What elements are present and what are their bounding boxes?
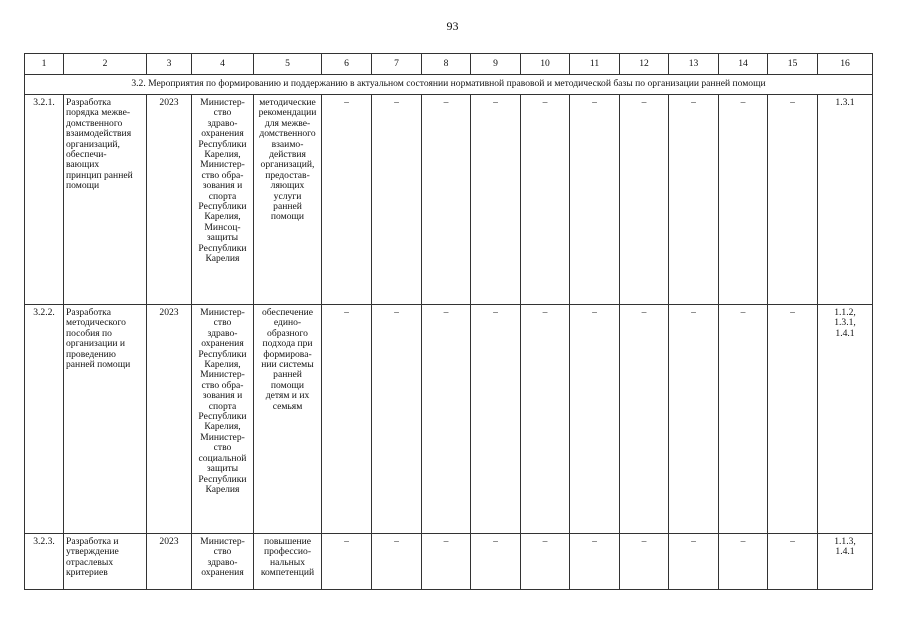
row-number: 3.2.1. (25, 95, 64, 305)
value-cell: – (719, 534, 768, 590)
row-number: 3.2.3. (25, 534, 64, 590)
section-title: 3.2. Мероприятия по формированию и поддержанию в актуальном состоянии нормативной правовой и методической базы по организации ранней помощи (25, 75, 873, 95)
header-cell: 12 (620, 54, 669, 75)
header-cell: 6 (322, 54, 372, 75)
value-cell: – (719, 305, 768, 534)
header-cell: 4 (192, 54, 254, 75)
table-row (25, 534, 873, 590)
row-year: 2023 (147, 305, 192, 534)
value-cell: – (322, 95, 372, 305)
table-row (25, 305, 873, 534)
value-cell: – (620, 305, 669, 534)
executor: Министер- ство здраво- охранения (200, 536, 245, 579)
measure-name: Разработка методического пособия по организации и проведению ранней помощи (66, 307, 131, 371)
value-cell: – (669, 95, 719, 305)
value-cell: – (570, 305, 620, 534)
header-cell: 8 (422, 54, 471, 75)
measure-name: Разработка и утверждение отраслевых критериев (66, 536, 119, 579)
expected-result: обеспечение едино- образного подхода при формирова- нии системы ранней помощи детям и их семьям (261, 307, 314, 412)
value-cell: – (422, 95, 471, 305)
value-cell: – (669, 534, 719, 590)
value-cell: – (471, 95, 521, 305)
expected-result: методические рекомендации для межве- домственного взаимо- действия организаций, предостав- ляющих услуги ранней помощи (258, 97, 317, 223)
header-cell: 15 (768, 54, 818, 75)
value-cell: – (570, 95, 620, 305)
page-number: 93 (446, 19, 459, 33)
header-cell: 9 (471, 54, 521, 75)
header-cell: 5 (254, 54, 322, 75)
table-row (25, 95, 873, 305)
value-cell: – (768, 534, 818, 590)
value-cell: – (471, 534, 521, 590)
header-cell: 3 (147, 54, 192, 75)
row-number: 3.2.2. (25, 305, 64, 534)
executor: Министер- ство здраво- охранения Республики Карелия, Министер- ство обра- зования и спорта Республики Карелия, Минсоц- защиты Республики Карелия (198, 97, 247, 265)
value-cell: – (372, 534, 422, 590)
header-row (25, 54, 873, 75)
value-cell: – (768, 305, 818, 534)
measures-table (24, 53, 873, 590)
measure-name: Разработка порядка межве- домственного взаимодействия организаций, обеспечи- вающих принцип ранней помощи (66, 97, 133, 192)
value-cell: – (620, 534, 669, 590)
value-cell: – (719, 95, 768, 305)
value-cell: – (372, 95, 422, 305)
value-cell: – (372, 305, 422, 534)
value-cell: – (471, 305, 521, 534)
value-cell: – (521, 305, 570, 534)
value-cell: – (521, 534, 570, 590)
header-cell: 13 (669, 54, 719, 75)
section-row (25, 75, 873, 95)
value-cell: – (620, 95, 669, 305)
header-cell: 7 (372, 54, 422, 75)
value-cell: – (669, 305, 719, 534)
value-cell: – (322, 534, 372, 590)
value-cell: – (422, 305, 471, 534)
row-year: 2023 (147, 95, 192, 305)
value-cell: – (570, 534, 620, 590)
executor: Министер- ство здраво- охранения Республики Карелия, Министер- ство обра- зования и спорта Республики Карелия, Министер- ство социальной защиты Республики Карелия (198, 307, 247, 495)
expected-result: повышение профессио- нальных компетенций (260, 536, 315, 579)
value-cell: – (768, 95, 818, 305)
header-cell: 1 (25, 54, 64, 75)
header-cell: 14 (719, 54, 768, 75)
indicators: 1.1.3, 1.4.1 (834, 536, 856, 558)
row-year: 2023 (147, 534, 192, 590)
indicators: 1.1.2, 1.3.1, 1.4.1 (834, 307, 856, 339)
value-cell: – (422, 534, 471, 590)
header-cell: 10 (521, 54, 570, 75)
header-cell: 11 (570, 54, 620, 75)
header-cell: 16 (818, 54, 873, 75)
indicators: 1.3.1 (835, 97, 855, 108)
header-cell: 2 (64, 54, 147, 75)
value-cell: – (521, 95, 570, 305)
value-cell: – (322, 305, 372, 534)
